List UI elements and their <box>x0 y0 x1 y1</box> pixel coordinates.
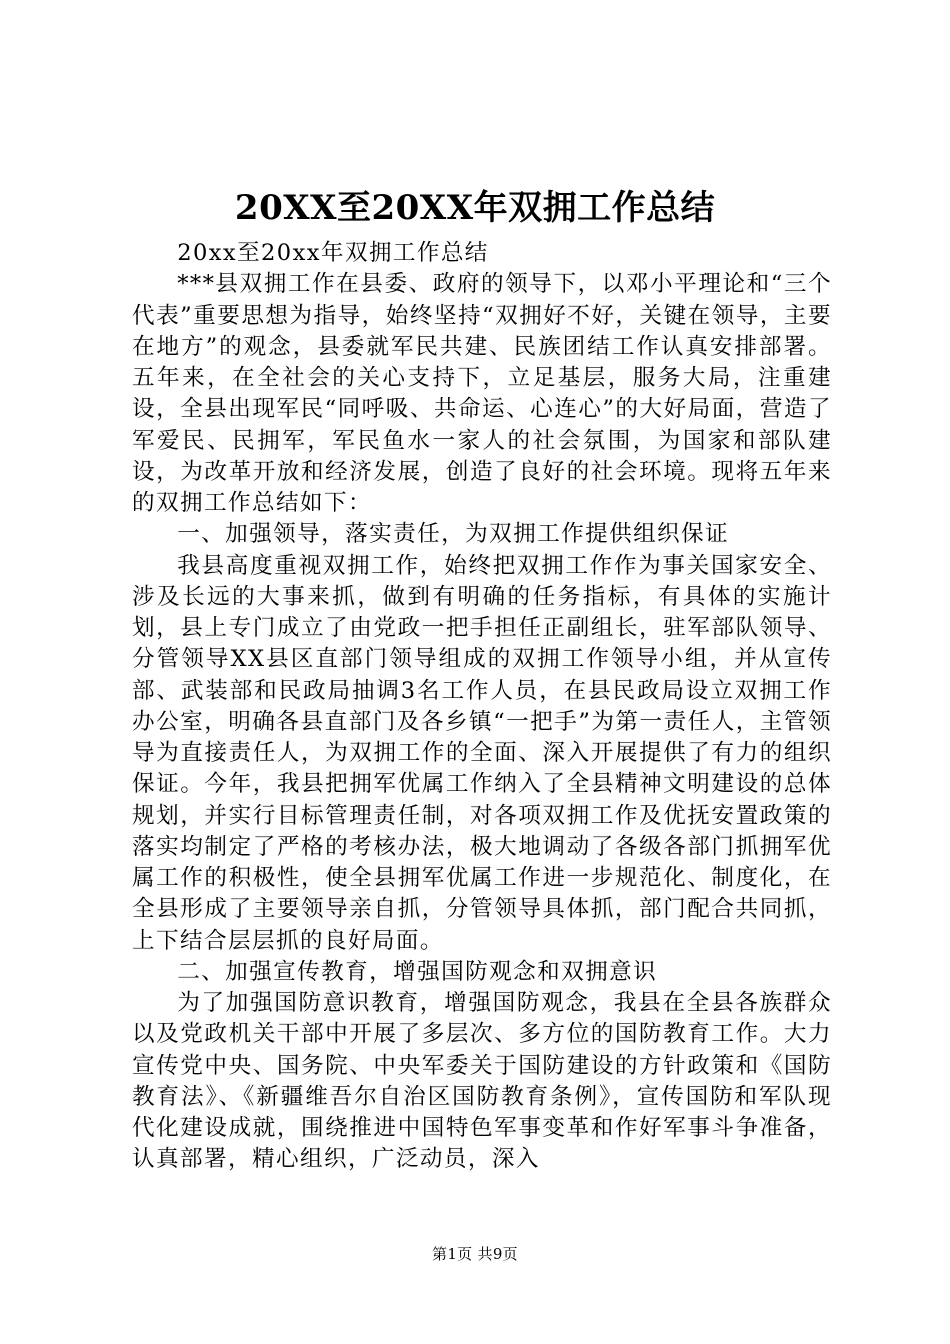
intro-paragraph: ***县双拥工作在县委、政府的领导下，以邓小平理论和“三个代表”重要思想为指导，始终坚持“双拥好不好，关键在领导，主要在地方”的观念，县委就军民共建、民族团结工作认真安排部署。五年来，在全社会的关心支持下，立足基层，服务大局，注重建设，全县出现军民“同呼吸、共命运、心连心”的大好局面，营造了军爱民、民拥军，军民鱼水一家人的社会氛围，为国家和部队建设，为改革开放和经济发展，创造了良好的社会环境。现将五年来的双拥工作总结如下： <box>132 271 832 516</box>
section-2-paragraph: 为了加强国防意识教育，增强国防观念，我县在全县各族群众以及党政机关干部中开展了多层次、多方位的国防教育工作。大力宣传党中央、国务院、中央军委关于国防建设的方针政策和《国防教育法》、《新疆维吾尔自治区国防教育条例》，宣传国防和军队现代化建设成就，围绕推进中国特色军事变革和作好军事斗争准备，认真部署，精心组织，广泛动员，深入 <box>132 990 832 1173</box>
section-1-paragraph: 我县高度重视双拥工作，始终把双拥工作作为事关国家安全、涉及长远的大事来抓，做到有明确的任务指标，有具体的实施计划，县上专门成立了由党政一把手担任正副组长，驻军部队领导、分管领导XX县区直部门领导组成的双拥工作领导小组，并从宣传部、武装部和民政局抽调3名工作人员，在县民政局设立双拥工作办公室，明确各县直部门及各乡镇“一把手”为第一责任人，主管领导为直接责任人，为双拥工作的全面、深入开展提供了有力的组织保证。今年，我县把拥军优属工作纳入了全县精神文明建设的总体规划，并实行目标管理责任制，对各项双拥工作及优抚安置政策的落实均制定了严格的考核办法，极大地调动了各级各部门抓拥军优属工作的积极性，使全县拥军优属工作进一步规范化、制度化，在全县形成了主要领导亲自抓，分管领导具体抓，部门配合共同抓，上下结合层层抓的良好局面。 <box>132 552 832 954</box>
subtitle-paragraph: 20xx至20xx年双拥工作总结 <box>177 240 489 266</box>
page-number-footer: 第1页 共9页 <box>432 1245 518 1263</box>
document-title: 20XX至20XX年双拥工作总结 <box>234 188 716 228</box>
section-heading-1: 一、加强领导，落实责任，为双拥工作提供组织保证 <box>177 521 730 548</box>
section-heading-2: 二、加强宣传教育，增强国防观念和双拥意识 <box>177 958 658 985</box>
document-body <box>132 238 832 1176</box>
